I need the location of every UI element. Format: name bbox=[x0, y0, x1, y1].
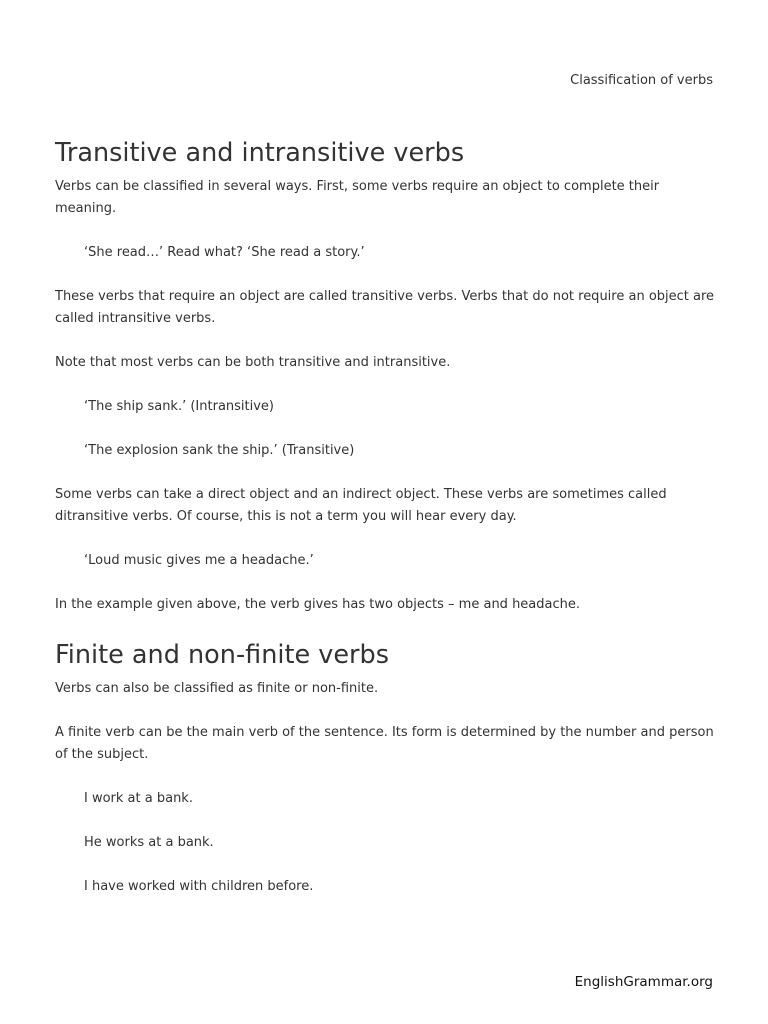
document-body bbox=[55, 136, 715, 920]
section-heading-finite: Finite and non-finite verbs bbox=[55, 640, 389, 670]
running-header: Classification of verbs bbox=[570, 73, 713, 88]
section-heading-transitive: Transitive and intransitive verbs bbox=[55, 138, 465, 168]
example-sentence: ‘She read…’ Read what? ‘She read a story.’ bbox=[84, 245, 365, 260]
example-sentence: He works at a bank. bbox=[84, 835, 214, 850]
example-sentence: ‘The explosion sank the ship.’ (Transitive) bbox=[84, 443, 355, 458]
paragraph: A finite verb can be the main verb of the sentence. Its form is determined by the number and person of the subject. bbox=[55, 725, 714, 762]
paragraph: In the example given above, the verb gives has two objects – me and headache. bbox=[55, 597, 581, 612]
site-footer: EnglishGrammar.org bbox=[574, 974, 713, 990]
paragraph: These verbs that require an object are called transitive verbs. Verbs that do not require an object are called intransitive verbs. bbox=[55, 289, 715, 326]
paragraph: Verbs can also be classified as finite or non-finite. bbox=[55, 681, 379, 696]
example-sentence: I work at a bank. bbox=[84, 791, 193, 806]
paragraph: Note that most verbs can be both transitive and intransitive. bbox=[55, 355, 451, 370]
example-sentence: ‘Loud music gives me a headache.’ bbox=[84, 553, 314, 568]
example-sentence: ‘The ship sank.’ (Intransitive) bbox=[84, 399, 275, 414]
example-sentence: I have worked with children before. bbox=[84, 879, 314, 894]
paragraph: Some verbs can take a direct object and an indirect object. These verbs are sometimes called ditransitive verbs. Of course, this is not a term you will hear every day. bbox=[55, 487, 667, 524]
paragraph: Verbs can be classified in several ways. First, some verbs require an object to complete their meaning. bbox=[55, 179, 660, 216]
